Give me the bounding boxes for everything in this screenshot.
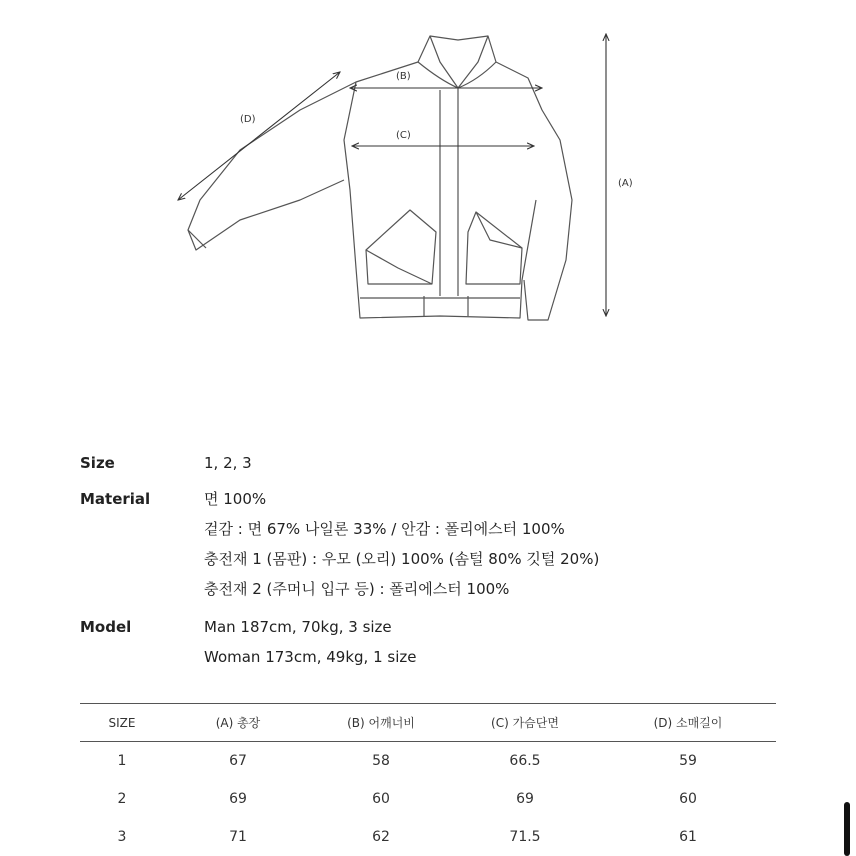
table-cell: 62 [372, 828, 390, 845]
jacket-outline [188, 36, 572, 320]
spec-model-line: Man 187cm, 70kg, 3 size [204, 618, 392, 636]
spec-size-values [204, 448, 252, 478]
size-table-header: SIZE [108, 715, 136, 730]
spec-material-values [204, 484, 599, 604]
spec-size-label: Size [80, 454, 115, 472]
dimension-b-label: (B) [396, 71, 411, 82]
table-cell: 59 [679, 752, 697, 769]
spec-model-line: Woman 173cm, 49kg, 1 size [204, 648, 417, 666]
table-cell: 2 [117, 790, 127, 807]
table-cell: 71 [229, 828, 247, 845]
table-cell: 67 [229, 752, 247, 769]
table-cell: 60 [679, 790, 697, 807]
table-cell: 69 [229, 790, 247, 807]
size-table [80, 703, 776, 856]
dimension-d-label: (D) [240, 114, 256, 125]
dimension-lines [178, 34, 606, 316]
table-cell: 60 [372, 790, 390, 807]
scrollbar-thumb[interactable] [844, 802, 850, 856]
size-table-header: (A) 총장 [215, 716, 261, 730]
spec-material-line: 충전재 1 (몸판) : 우모 (오리) 100% (솜털 80% 깃털 20%) [204, 550, 600, 568]
spec-size-value: 1, 2, 3 [204, 454, 252, 472]
size-table-header: (B) 어깨너비 [347, 716, 415, 730]
spec-model-label: Model [80, 618, 132, 636]
dimension-c-label: (C) [396, 130, 411, 141]
spec-material-line: 겉감 : 면 67% 나일론 33% / 안감 : 폴리에스터 100% [204, 520, 565, 538]
table-row [80, 742, 776, 780]
spec-model-values [204, 612, 416, 672]
table-cell: 1 [117, 752, 127, 769]
spec-material-line: 면 100% [204, 490, 267, 508]
table-cell: 66.5 [509, 752, 541, 769]
size-table-header-row [80, 704, 776, 742]
dimension-a-label: (A) [618, 178, 633, 189]
table-cell: 69 [516, 790, 534, 807]
jacket-measurement-diagram [0, 0, 856, 400]
table-cell: 61 [679, 828, 697, 845]
table-row [80, 818, 776, 856]
table-cell: 71.5 [509, 828, 541, 845]
size-table-header: (D) 소매길이 [653, 716, 723, 730]
spec-material-line: 충전재 2 (주머니 입구 등) : 폴리에스터 100% [204, 580, 510, 598]
spec-material-label: Material [80, 490, 151, 508]
table-row [80, 780, 776, 818]
dimension-d-line [178, 72, 340, 200]
table-cell: 58 [372, 752, 390, 769]
table-cell: 3 [117, 828, 127, 845]
size-table-header: (C) 가슴단면 [491, 716, 559, 730]
